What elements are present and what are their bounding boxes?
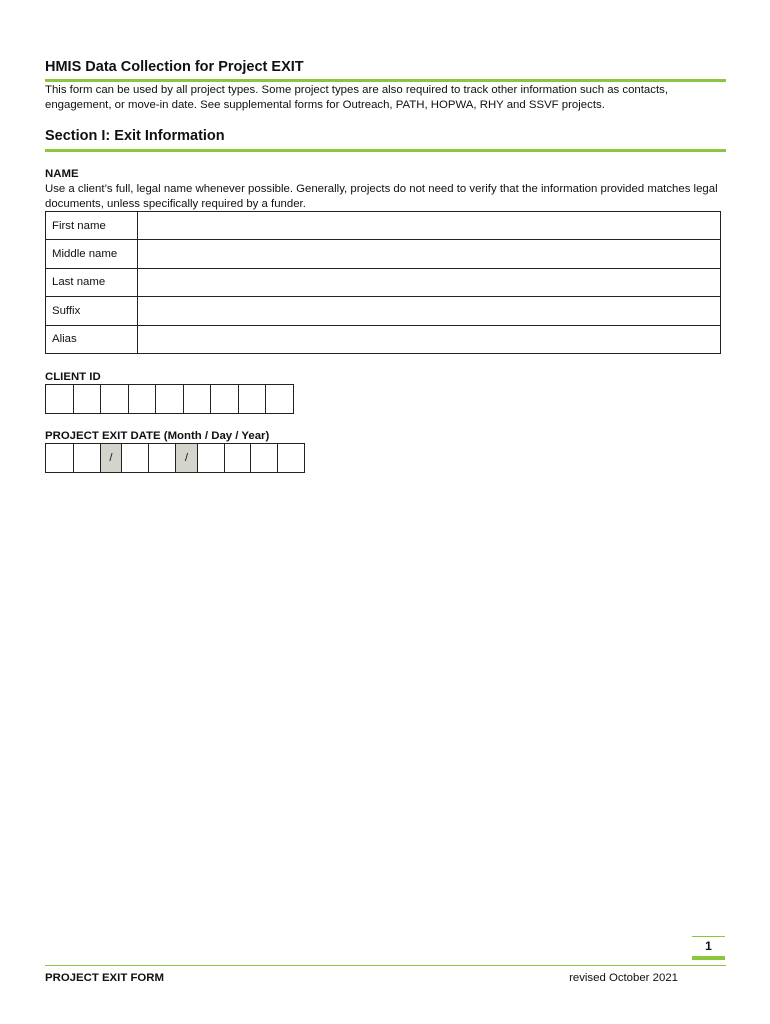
name-row-suffix xyxy=(46,297,721,325)
middle-name-label: Middle name xyxy=(46,240,138,268)
client-id-title: CLIENT ID xyxy=(45,371,101,383)
client-id-digit-box[interactable] xyxy=(129,385,156,413)
document-title: HMIS Data Collection for Project EXIT xyxy=(45,59,304,75)
client-id-digit-box[interactable] xyxy=(46,385,74,413)
name-row-last xyxy=(46,268,721,296)
footer-revised-date: revised October 2021 xyxy=(569,972,678,984)
exit-year-digit-1[interactable] xyxy=(198,444,225,472)
date-separator-slash: / xyxy=(101,444,123,472)
client-id-digit-box[interactable] xyxy=(74,385,101,413)
exit-year-digit-4[interactable] xyxy=(278,444,304,472)
exit-date-boxes xyxy=(45,443,305,473)
name-row-first xyxy=(46,212,721,240)
middle-name-field[interactable] xyxy=(138,240,721,268)
alias-label: Alias xyxy=(46,325,138,353)
title-divider xyxy=(45,79,726,82)
suffix-field[interactable] xyxy=(138,297,721,325)
client-id-digit-box[interactable] xyxy=(156,385,184,413)
page-number-top-rule xyxy=(692,936,725,937)
exit-month-digit-1[interactable] xyxy=(46,444,74,472)
footer-form-name: PROJECT EXIT FORM xyxy=(45,972,164,984)
name-row-alias xyxy=(46,325,721,353)
section-divider xyxy=(45,149,726,152)
client-id-digit-box[interactable] xyxy=(211,385,239,413)
client-id-digit-box[interactable] xyxy=(239,385,266,413)
intro-text: This form can be used by all project types. Some project types are also required to track other information such as contacts, engagement, or move-in date. See supplemental forms for Outreach, PATH, HOPWA, RHY and SSVF projects. xyxy=(45,84,668,111)
client-id-digit-box[interactable] xyxy=(184,385,211,413)
exit-date-title: PROJECT EXIT DATE (Month / Day / Year) xyxy=(45,430,270,442)
last-name-field[interactable] xyxy=(138,268,721,296)
client-id-boxes xyxy=(45,384,294,414)
last-name-label: Last name xyxy=(46,268,138,296)
suffix-label: Suffix xyxy=(46,297,138,325)
page-number-bottom-rule xyxy=(692,956,725,960)
name-help-text: Use a client’s full, legal name whenever possible. Generally, projects do not need to verify that the information provided matches legal documents, unless specifically required by a funder. xyxy=(45,183,718,210)
first-name-field[interactable] xyxy=(138,212,721,240)
exit-month-digit-2[interactable] xyxy=(74,444,101,472)
name-row-middle xyxy=(46,240,721,268)
name-title: NAME xyxy=(45,168,79,180)
name-table xyxy=(45,211,721,354)
client-id-digit-box[interactable] xyxy=(101,385,129,413)
section-heading: Section I: Exit Information xyxy=(45,128,225,144)
exit-year-digit-2[interactable] xyxy=(225,444,252,472)
exit-year-digit-3[interactable] xyxy=(251,444,278,472)
date-separator-slash: / xyxy=(176,444,198,472)
client-id-digit-box[interactable] xyxy=(266,385,293,413)
footer-divider xyxy=(45,965,726,966)
exit-day-digit-1[interactable] xyxy=(122,444,149,472)
page-number: 1 xyxy=(705,939,712,953)
first-name-label: First name xyxy=(46,212,138,240)
alias-field[interactable] xyxy=(138,325,721,353)
exit-day-digit-2[interactable] xyxy=(149,444,176,472)
